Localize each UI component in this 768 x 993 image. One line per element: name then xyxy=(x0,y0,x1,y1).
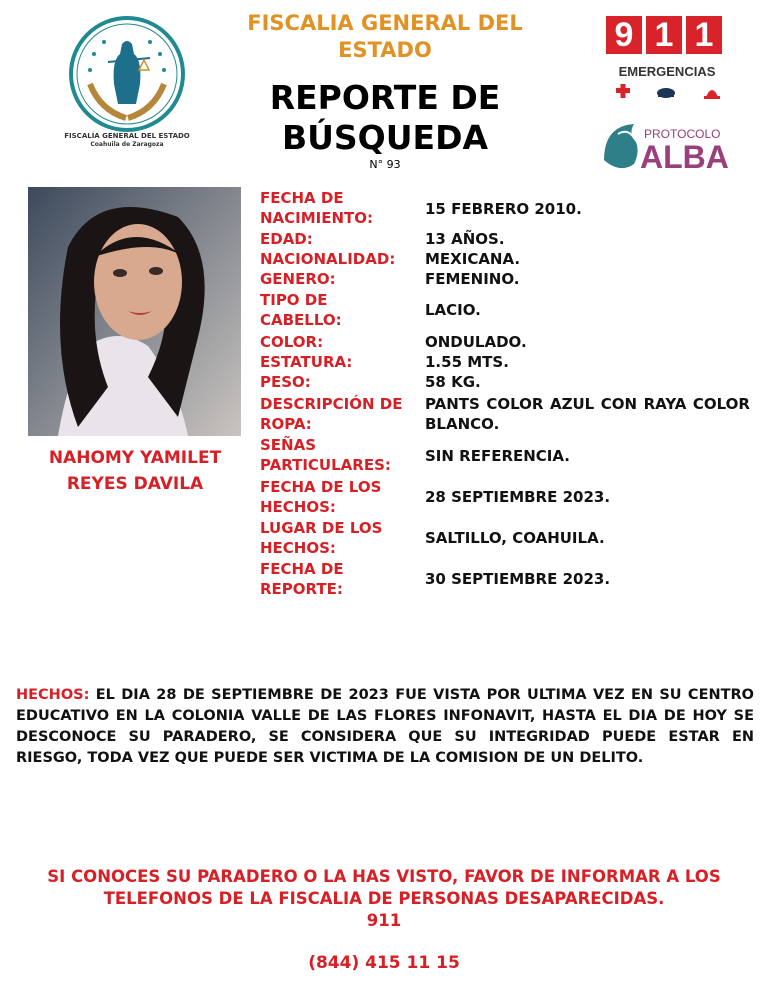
label-report-date: FECHA DE REPORTE: xyxy=(260,560,344,598)
seal-text: FISCALÍA GENERAL DEL ESTADO xyxy=(64,132,190,140)
value-color: ONDULADO. xyxy=(425,333,527,351)
digit-1: 1 xyxy=(646,16,682,54)
hechos-label: HECHOS: xyxy=(16,687,90,703)
label-weight: PESO: xyxy=(260,373,311,391)
label-event-place: LUGAR DE LOS HECHOS: xyxy=(260,519,383,557)
value-event-date: 28 SEPTIEMBRE 2023. xyxy=(425,488,611,506)
hechos-text: EL DIA 28 DE SEPTIEMBRE DE 2023 FUE VISTA POR ULTIMA VEZ EN SU CENTRO EDUCATIVO EN LA COLONIA VALLE DE LAS FLORES INFONAVIT, HASTA EL DIA DE HOY SE DESCONOCE SU PARADERO, SE CONSIDERA QUE SU INTEGRIDAD PUEDE ESTAR EN RIESGO, TODA VEZ QUE PUEDE SER VICTIMA DE LA COMISION DE UN DELITO. xyxy=(16,687,754,766)
person-name: NAHOMY YAMILET REYES DAVILA xyxy=(48,448,222,494)
hechos-paragraph xyxy=(16,685,754,769)
digit-9: 9 xyxy=(606,16,642,54)
contact-message: SI CONOCES SU PARADERO O LA HAS VISTO, FAVOR DE INFORMAR A LOS TELEFONOS DE LA FISCALIA DE PERSONAS DESAPARECIDAS. xyxy=(47,867,721,908)
label-color: COLOR: xyxy=(260,333,324,351)
label-age: EDAD: xyxy=(260,230,313,248)
alba-protocolo-text: PROTOCOLO xyxy=(644,127,721,141)
missing-person-photo xyxy=(28,187,241,436)
label-hair-type: TIPO DE CABELLO: xyxy=(260,291,342,329)
police-cap-icon xyxy=(657,88,675,98)
label-birthdate: FECHA DE NACIMIENTO: xyxy=(260,189,374,227)
value-event-place: SALTILLO, COAHUILA. xyxy=(425,529,605,547)
label-clothing: DESCRIPCIÓN DE ROPA: xyxy=(260,395,403,433)
seal-subtext: Coahuila de Zaragoza xyxy=(90,141,164,148)
value-marks: SIN REFERENCIA. xyxy=(425,447,570,465)
emergencias-label: EMERGENCIAS xyxy=(618,64,716,79)
value-weight: 58 KG. xyxy=(425,373,481,391)
contact-block xyxy=(20,866,748,932)
value-nationality: MEXICANA. xyxy=(425,250,521,268)
label-nationality: NACIONALIDAD: xyxy=(260,250,396,268)
value-clothing: PANTS COLOR AZUL CON RAYA COLOR BLANCO. xyxy=(425,395,750,433)
emergency-number: 911 xyxy=(366,911,402,930)
agency-title: FISCALIA GENERAL DEL ESTADO xyxy=(247,11,523,62)
value-height: 1.55 MTS. xyxy=(425,353,509,371)
value-gender: FEMENINO. xyxy=(425,270,520,288)
phone-number: (844) 415 11 15 xyxy=(308,953,460,973)
digit-1-second: 1 xyxy=(686,16,722,54)
value-report-date: 30 SEPTIEMBRE 2023. xyxy=(425,570,611,588)
emergency-icons xyxy=(606,84,728,106)
label-event-date: FECHA DE LOS HECHOS: xyxy=(260,478,382,516)
label-gender: GENERO: xyxy=(260,270,336,288)
value-birthdate: 15 FEBRERO 2010. xyxy=(425,200,582,218)
label-marks: SEÑAS PARTICULARES: xyxy=(260,436,391,474)
report-title: REPORTE DE BÚSQUEDA xyxy=(269,78,501,157)
fire-helmet-icon xyxy=(704,90,720,99)
alba-text: ALBA xyxy=(640,139,729,175)
value-age: 13 AÑOS. xyxy=(425,230,505,248)
report-number: N° 93 xyxy=(369,158,401,171)
protocolo-alba-logo xyxy=(600,120,740,178)
label-height: ESTATURA: xyxy=(260,353,353,371)
medical-cross-icon xyxy=(616,84,630,98)
logo-911 xyxy=(606,16,726,54)
value-hair-type: LACIO. xyxy=(425,301,481,319)
